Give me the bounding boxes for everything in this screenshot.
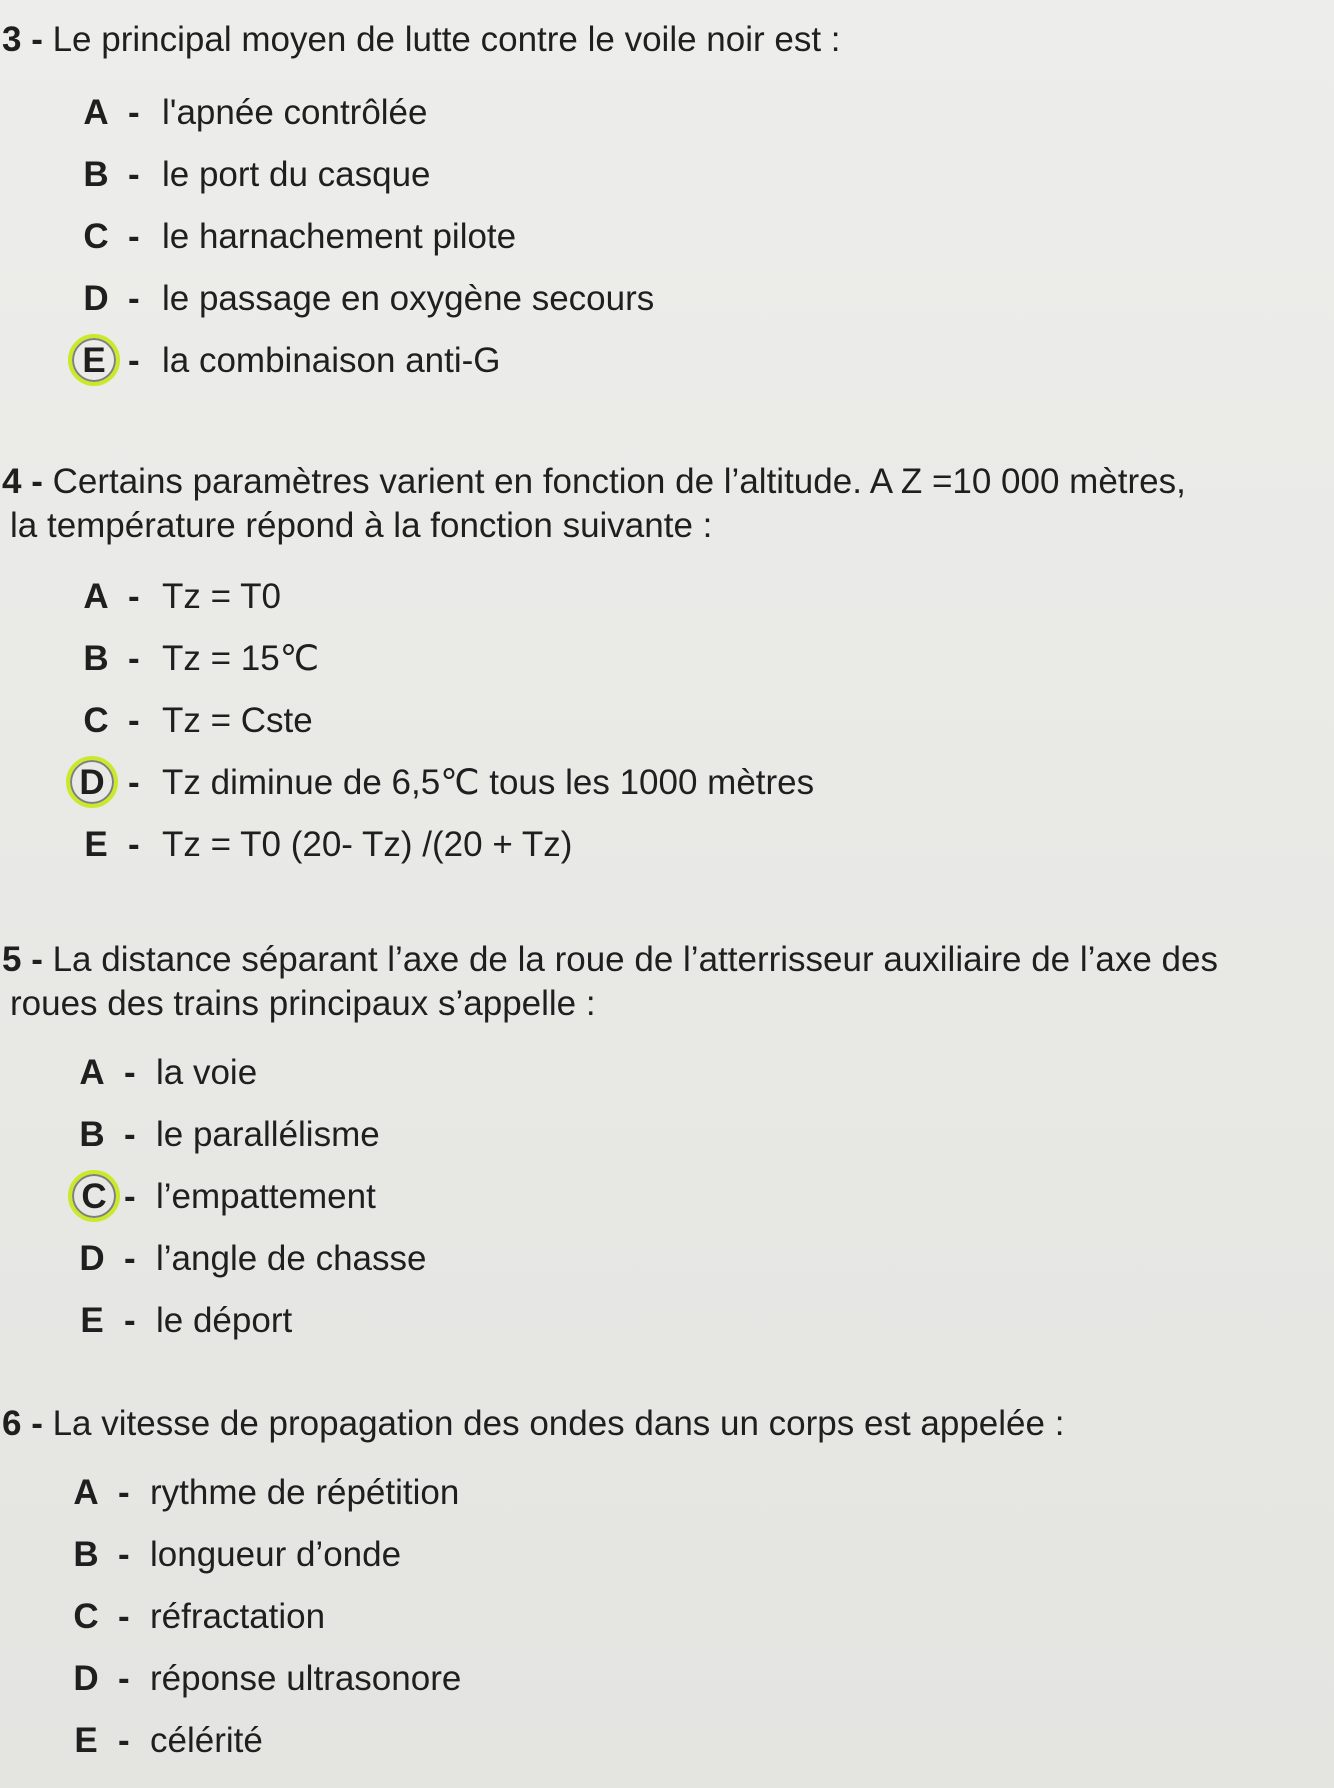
answer-option-e[interactable] bbox=[0, 1710, 1334, 1772]
question-number: 4 bbox=[2, 462, 22, 501]
question-6 bbox=[0, 1402, 1334, 1772]
option-separator: - bbox=[124, 1301, 136, 1340]
option-text: la combinaison anti-G bbox=[162, 341, 501, 380]
answer-option-a[interactable] bbox=[0, 82, 1334, 144]
option-letter: D bbox=[79, 763, 105, 802]
option-text: Tz diminue de 6,5℃ tous les 1000 mètres bbox=[162, 763, 815, 802]
answer-option-b[interactable] bbox=[0, 628, 1334, 690]
option-letter: C bbox=[73, 1597, 99, 1636]
option-letter: A bbox=[83, 577, 109, 616]
question-3 bbox=[0, 18, 1334, 392]
option-separator: - bbox=[124, 1177, 136, 1216]
option-separator: - bbox=[118, 1535, 130, 1574]
option-text: l’angle de chasse bbox=[156, 1239, 427, 1278]
option-letter: E bbox=[74, 1721, 98, 1760]
option-separator: - bbox=[118, 1597, 130, 1636]
answer-option-c[interactable] bbox=[0, 690, 1334, 752]
answer-option-d[interactable] bbox=[0, 1648, 1334, 1710]
answer-option-b[interactable] bbox=[0, 1104, 1334, 1166]
option-separator: - bbox=[118, 1659, 130, 1698]
option-text: Tz = T0 (20- Tz) /(20 + Tz) bbox=[162, 825, 573, 864]
option-separator: - bbox=[124, 1053, 136, 1092]
answer-options bbox=[0, 1462, 1334, 1772]
option-text: le parallélisme bbox=[156, 1115, 380, 1154]
question-text-line: La distance séparant l’axe de la roue de l’atterrisseur auxiliaire de l’axe des bbox=[52, 940, 1218, 979]
question-text-line: Le principal moyen de lutte contre le voile noir est : bbox=[52, 20, 841, 59]
option-letter: C bbox=[81, 1177, 107, 1216]
option-separator: - bbox=[128, 217, 140, 256]
question-number: 5 bbox=[2, 940, 22, 979]
option-separator: - bbox=[118, 1721, 130, 1760]
option-letter: D bbox=[83, 279, 109, 318]
answer-options bbox=[0, 82, 1334, 392]
answer-option-d[interactable] bbox=[0, 752, 1334, 814]
option-letter: D bbox=[73, 1659, 99, 1698]
answer-option-c[interactable] bbox=[0, 1586, 1334, 1648]
answer-option-d[interactable] bbox=[0, 268, 1334, 330]
option-separator: - bbox=[124, 1115, 136, 1154]
answer-option-c[interactable] bbox=[0, 206, 1334, 268]
option-separator: - bbox=[128, 279, 140, 318]
answer-option-b[interactable] bbox=[0, 144, 1334, 206]
option-separator: - bbox=[128, 577, 140, 616]
question-prompt bbox=[0, 18, 1334, 62]
answer-option-e[interactable] bbox=[0, 814, 1334, 876]
answer-option-e[interactable] bbox=[0, 1290, 1334, 1352]
option-letter: B bbox=[83, 155, 109, 194]
answer-option-e[interactable] bbox=[0, 330, 1334, 392]
answer-option-c[interactable] bbox=[0, 1166, 1334, 1228]
option-text: rythme de répétition bbox=[150, 1473, 460, 1512]
option-letter: E bbox=[80, 1301, 104, 1340]
option-letter: B bbox=[73, 1535, 99, 1574]
option-text: le passage en oxygène secours bbox=[162, 279, 655, 318]
question-text-line: Certains paramètres varient en fonction de l’altitude. A Z =10 000 mètres, bbox=[52, 462, 1186, 501]
option-text: célérité bbox=[150, 1721, 263, 1760]
question-prompt bbox=[0, 938, 1334, 982]
option-text: la voie bbox=[156, 1053, 258, 1092]
option-text: réponse ultrasonore bbox=[150, 1659, 462, 1698]
option-separator: - bbox=[128, 825, 140, 864]
answer-option-a[interactable] bbox=[0, 1042, 1334, 1104]
question-text-line: roues des trains principaux s’appelle : bbox=[10, 984, 596, 1023]
option-text: l'apnée contrôlée bbox=[162, 93, 428, 132]
answer-options bbox=[0, 1042, 1334, 1352]
option-letter: C bbox=[83, 217, 109, 256]
option-text: le harnachement pilote bbox=[162, 217, 517, 256]
question-prompt-continued bbox=[0, 982, 1334, 1026]
answer-option-a[interactable] bbox=[0, 1462, 1334, 1524]
option-separator: - bbox=[128, 701, 140, 740]
option-letter: A bbox=[73, 1473, 99, 1512]
option-letter: A bbox=[83, 93, 109, 132]
option-text: longueur d’onde bbox=[150, 1535, 402, 1574]
question-5 bbox=[0, 938, 1334, 1352]
question-dash: - bbox=[31, 462, 43, 501]
option-text: le port du casque bbox=[162, 155, 431, 194]
option-letter: A bbox=[79, 1053, 105, 1092]
option-letter: B bbox=[83, 639, 109, 678]
option-separator: - bbox=[128, 341, 140, 380]
answer-options bbox=[0, 566, 1334, 876]
question-4 bbox=[0, 460, 1334, 876]
question-prompt-continued bbox=[0, 504, 1334, 548]
question-dash: - bbox=[31, 1404, 43, 1443]
option-separator: - bbox=[128, 763, 140, 802]
question-number: 6 bbox=[2, 1404, 22, 1443]
option-letter: E bbox=[84, 825, 108, 864]
option-letter: B bbox=[79, 1115, 105, 1154]
option-separator: - bbox=[124, 1239, 136, 1278]
option-separator: - bbox=[128, 155, 140, 194]
question-dash: - bbox=[31, 940, 43, 979]
option-letter: E bbox=[82, 341, 106, 380]
option-text: Tz = T0 bbox=[162, 577, 281, 616]
option-letter: C bbox=[83, 701, 109, 740]
option-text: Tz = 15℃ bbox=[162, 639, 320, 678]
answer-option-b[interactable] bbox=[0, 1524, 1334, 1586]
option-separator: - bbox=[118, 1473, 130, 1512]
option-text: réfractation bbox=[150, 1597, 326, 1636]
option-text: le déport bbox=[156, 1301, 293, 1340]
option-letter: D bbox=[79, 1239, 105, 1278]
option-separator: - bbox=[128, 93, 140, 132]
question-text-line: La vitesse de propagation des ondes dans un corps est appelée : bbox=[52, 1404, 1065, 1443]
question-prompt bbox=[0, 460, 1334, 504]
question-prompt bbox=[0, 1402, 1334, 1446]
option-text: l’empattement bbox=[156, 1177, 376, 1216]
answer-option-a[interactable] bbox=[0, 566, 1334, 628]
question-dash: - bbox=[31, 20, 43, 59]
option-separator: - bbox=[128, 639, 140, 678]
question-text-line: la température répond à la fonction suivante : bbox=[10, 506, 713, 545]
answer-option-d[interactable] bbox=[0, 1228, 1334, 1290]
option-text: Tz = Cste bbox=[162, 701, 313, 740]
question-number: 3 bbox=[2, 20, 22, 59]
